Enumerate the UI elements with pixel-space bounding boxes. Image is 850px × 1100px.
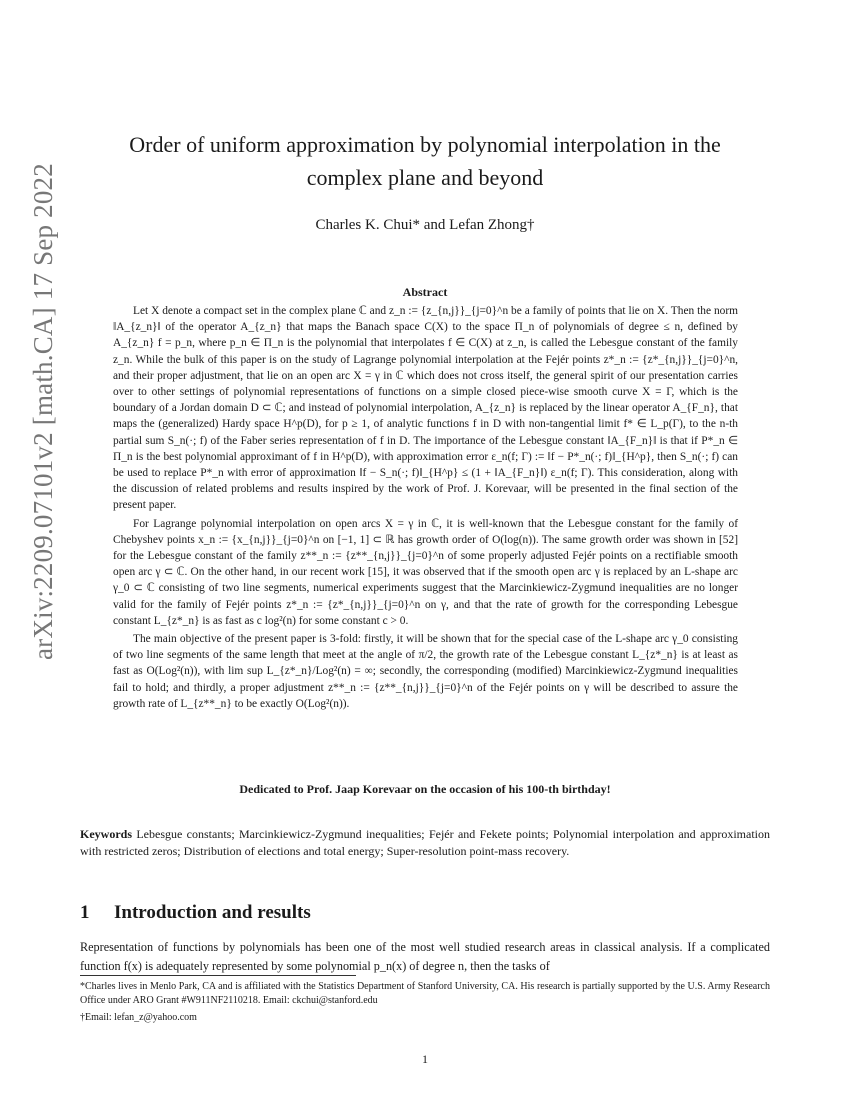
section-title: Introduction and results <box>114 902 311 923</box>
footnote-1: *Charles lives in Menlo Park, CA and is affiliated with the Statistics Department of Stanford University, CA. His research is partially supported by the U.S. Army Research Office under ARO Grant #W911NF2110218. Email: ckchui@stanford.edu <box>80 981 770 1006</box>
keywords-label: Keywords <box>80 827 132 841</box>
keywords <box>80 826 770 860</box>
keywords-text: Lebesgue constants; Marcinkiewicz-Zygmund inequalities; Fejér and Fekete points; Polynomial interpolation and approximation with restricted zeros; Distribution of elections and total energy; Super-resolution point-mass recovery. <box>80 827 770 858</box>
authors: Charles K. Chui* and Lefan Zhong† <box>315 217 535 233</box>
footnote-2: †Email: lefan_z@yahoo.com <box>80 1012 197 1023</box>
arxiv-identifier: arXiv:2209.07101v2 [math.CA] 17 Sep 2022 <box>28 163 58 660</box>
paper-title <box>80 128 770 194</box>
abstract <box>113 303 738 714</box>
section-number: 1 <box>80 902 90 923</box>
footnote-rule <box>80 975 356 976</box>
intro-paragraph: Representation of functions by polynomials has been one of the most well studied research areas in classical analysis. If a complicated function f(x) is adequately represented by some polynomial p_n(x) of degree n, then the tasks of <box>80 940 770 973</box>
title-line-2: complex plane and beyond <box>306 165 544 190</box>
page-number: 1 <box>422 1052 428 1066</box>
title-line-1: Order of uniform approximation by polynomial interpolation in the <box>129 132 721 157</box>
dedication: Dedicated to Prof. Jaap Korevaar on the occasion of his 100-th birthday! <box>239 782 611 796</box>
abstract-heading: Abstract <box>402 285 448 299</box>
abstract-paragraph-1: Let X denote a compact set in the complex plane ℂ and z_n := {z_{n,j}}_{j=0}^n be a family of points that lie on X. Then the norm ‖A_{z_n}‖ of the operator A_{z_n} that maps the Banach space C(X) to the space Π_n of polynomials of degree ≤ n, defined by A_{z_n} f = p_n, where p_n ∈ Π_n is the polynomial that interpolates f ∈ C(X) at z_n, is called the Lebesgue constant of the family z_n. While the bulk of this paper is on the study of Lagrange polynomial interpolation at the Fejér points z*_n := {z*_{n,j}}_{j=0}^n, and their proper adjustment, that lie on an open arc X = γ in ℂ which does not cross itself, the general spirit of our presentation carries over to other settings of polynomial representations of functions on a simple closed piece-wise smooth curve X = Γ, which is the boundary of a Jordan domain D ⊂ ℂ; and instead of polynomial interpolation, A_{z_n} is replaced by the linear operator A_{F_n}, that maps the (generalized) Hardy space H^p(D), for p ≥ 1, of analytic functions f in D with non-tangential limit f* ∈ L_p(Γ), to the n-th partial sum S_n(·; f) of the Faber series representation of f in D. The importance of the Lebesgue constant ‖A_{F_n}‖ is that if P*_n ∈ Π_n is the best polynomial approximant of f in H^p(D), with approximation error ε_n(f; Γ) := ‖f − P*_n(·; f)‖_{H^p}, then S_n(·; f) can be used to replace P*_n with error of approximation ‖f − S_n(·; f)‖_{H^p} ≤ (1 + ‖A_{F_n}‖) ε_n(f; Γ). This consideration, along with the discussion of related problems and results inspired by the work of Prof. J. Korevaar, will be presented in the final section of the present paper. <box>113 305 738 512</box>
section-heading <box>80 902 311 924</box>
abstract-paragraph-2: For Lagrange polynomial interpolation on open arcs X = γ in ℂ, it is well-known that the Lebesgue constant for the family of Chebyshev points x_n := {x_{n,j}}_{j=0}^n on [−1, 1] ⊂ ℝ has growth order of O(log(n)). The same growth order was shown in [52] for the Lebesgue constant of the family z**_n := {z**_{n,j}}_{j=0}^n of some properly adjusted Fejér points on a rectifiable smooth open arc γ ⊂ ℂ. On the other hand, in our recent work [15], it was observed that if the smooth open arc γ is replaced by an L-shape arc γ_0 ⊂ ℂ consisting of two line segments, numerical experiments suggest that the Marcinkiewicz-Zygmund inequalities are no longer valid for the family of Fejér points z*_n := {z*_{n,j}}_{j=0}^n on γ, and that the rate of growth for the corresponding Lebesgue constant L_{z*_n} is as fast as c log²(n) for some constant c > 0. <box>113 517 738 627</box>
abstract-paragraph-3: The main objective of the present paper is 3-fold: firstly, it will be shown that for the special case of the L-shape arc γ_0 consisting of two line segments of the same length that meet at the angle of π/2, the growth rate of the Lebesgue constant L_{z*_n} is at least as fast as O(Log²(n)), with lim sup L_{z*_n}/Log²(n) = ∞; secondly, the corresponding (modified) Marcinkiewicz-Zygmund inequalities fail to hold; and thirdly, a proper adjustment z**_n := {z**_{n,j}}_{j=0}^n of the Fejér points on γ will be described to assure the growth rate of L_{z**_n} to be exactly O(Log²(n)). <box>113 633 738 710</box>
